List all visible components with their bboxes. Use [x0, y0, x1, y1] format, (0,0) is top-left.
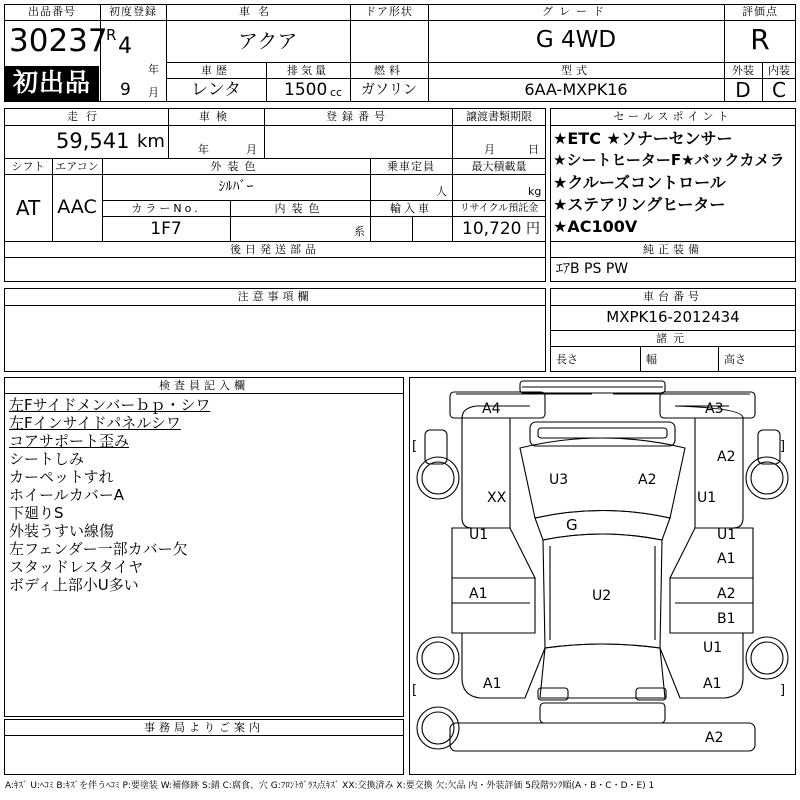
- notes-label: 注意事項欄: [237, 290, 313, 303]
- exterior-color: ｼﾙﾊﾞｰ: [218, 179, 254, 195]
- year-unit: 年: [148, 63, 160, 76]
- inspector-notes-list: [9, 396, 399, 594]
- damage-mark: A2: [638, 472, 657, 488]
- damage-mark: A1: [469, 586, 488, 602]
- mileage-label: 走行: [67, 110, 105, 123]
- ac-label: エアコン: [55, 160, 99, 173]
- shift: AT: [15, 196, 41, 220]
- fuel: ガソリン: [361, 82, 417, 98]
- month-unit: 月: [148, 86, 160, 99]
- mileage: 59,541: [56, 129, 130, 153]
- inspector-note: カーペットすれ: [9, 468, 114, 486]
- grade: G 4WD: [535, 27, 617, 53]
- max-load-label: 最大積載量: [471, 160, 527, 173]
- interior-grade: C: [772, 78, 786, 102]
- lot-number: 30237: [9, 23, 108, 59]
- inspector-note: 左Fインサイドパネルシワ: [9, 414, 181, 432]
- transfer-deadline-label: 譲渡書類期限: [466, 110, 532, 123]
- inspection-label: 車検: [199, 110, 233, 123]
- era-letter: R: [106, 26, 117, 44]
- score: R: [750, 23, 770, 56]
- damage-code-legend: A:ｷｽﾞ U:ﾍｺﾐ B:ｷｽﾞを伴うﾍｺﾐ P:要塗装 W:補修跡 S:錆 C:腐食、穴 G:ﾌﾛﾝﾄｶﾞﾗｽ点ｷｽﾞ XX:交換済み X:要交換 欠:欠品 内・外装評価 5段階ﾗﾝｸ順(A・B・C・D・E) 1: [5, 781, 655, 791]
- selling-point-item: ★クルーズコントロール: [553, 173, 726, 192]
- office-label: 事務局よりご案内: [144, 721, 264, 734]
- damage-mark: A1: [483, 676, 502, 692]
- inspector-note: スタッドレスタイヤ: [9, 558, 144, 576]
- capacity-label: 乗車定員: [387, 160, 435, 173]
- damage-mark: U2: [592, 588, 612, 604]
- shift-label: シフト: [11, 160, 45, 173]
- interior-color-unit: 系: [354, 225, 366, 238]
- damage-mark: A4: [482, 401, 501, 417]
- ac: AAC: [57, 196, 97, 218]
- damage-mark: A1: [717, 551, 736, 567]
- recycle-unit: 円: [526, 221, 540, 237]
- inspector-note: 下廻りS: [9, 504, 64, 522]
- history: レンタ: [191, 80, 241, 100]
- inspection-month-unit: 月: [246, 143, 258, 156]
- score-label: 評価点: [742, 5, 778, 18]
- car-damage-diagram: [410, 378, 795, 774]
- registration-month: 9: [120, 80, 131, 100]
- selling-point-item: ★シートヒーターF★バックカメラ: [553, 151, 785, 169]
- inspector-label: 検査員記入欄: [159, 379, 249, 392]
- bracket-mark: ]: [780, 683, 786, 698]
- selling-point-item: ★ETC ★ソナーセンサー: [553, 129, 733, 148]
- model-code: 6AA-MXPK16: [524, 80, 628, 99]
- era-year: 4: [118, 34, 132, 59]
- exterior-grade: D: [735, 78, 751, 102]
- fuel-label: 燃料: [374, 64, 404, 77]
- interior-color-label: 内装色: [274, 202, 326, 215]
- selling-points-label: セールスポイント: [613, 110, 733, 123]
- bracket-mark: ]: [780, 439, 786, 454]
- inspector-note: コアサポート歪み: [9, 432, 130, 450]
- car-name: アクア: [238, 29, 298, 53]
- recycle-value: 10,720: [462, 219, 522, 239]
- width-label: 幅: [646, 353, 657, 366]
- equipment-label: 純正装備: [643, 243, 703, 256]
- inspector-note: 外装うすい線傷: [9, 522, 115, 540]
- exterior-grade-label: 外装: [732, 64, 754, 77]
- interior-grade-label: 内装: [768, 64, 790, 77]
- history-label: 車歴: [201, 64, 231, 77]
- damage-mark: A2: [705, 730, 724, 746]
- color-number-label: カラーNo.: [131, 202, 201, 215]
- inspector-note: 左Fサイドメンバーｂｐ・シワ: [9, 396, 211, 414]
- chassis-number: MXPK16-2012434: [606, 308, 740, 326]
- inspector-note: シートしみ: [9, 450, 85, 468]
- bracket-mark: [: [412, 683, 418, 698]
- height-label: 高さ: [724, 353, 746, 366]
- damage-mark: XX: [487, 490, 507, 506]
- inspector-note: ボディ上部小U多い: [9, 576, 139, 594]
- recycle-label: リサイクル預託金: [459, 203, 539, 214]
- chassis-label: 車台番号: [643, 290, 703, 303]
- damage-mark: U1: [717, 527, 737, 543]
- inspector-note: 左フェンダー一部カバー欠: [9, 540, 188, 558]
- damage-mark: U1: [469, 527, 489, 543]
- door-label: ドア形状: [365, 5, 413, 18]
- inspection-year-unit: 年: [198, 143, 210, 156]
- dimensions-label: 諸元: [656, 332, 690, 345]
- first-listing-badge: 初出品: [5, 66, 99, 101]
- bracket-mark: [: [412, 439, 418, 454]
- model-label: 型式: [561, 64, 591, 77]
- equipment-value: ｴｱB PS PW: [556, 261, 629, 277]
- first-registration-label: 初度登録: [109, 5, 157, 18]
- length-label: 長さ: [556, 353, 578, 366]
- transfer-month-unit: 月: [484, 143, 496, 156]
- damage-mark: A2: [717, 449, 736, 465]
- selling-point-item: ★AC100V: [553, 217, 638, 236]
- damage-mark: A1: [703, 676, 722, 692]
- displacement: 1500: [284, 80, 328, 100]
- damage-mark: U1: [703, 640, 723, 656]
- inspector-note: ホイールカバーA: [9, 486, 124, 504]
- later-parts-label: 後日発送部品: [230, 243, 320, 256]
- plate-label: 登録番号: [326, 110, 390, 123]
- damage-mark: G: [566, 516, 578, 534]
- selling-point-item: ★ステアリングヒーター: [553, 195, 726, 214]
- damage-mark: U1: [697, 490, 717, 506]
- color-number: 1F7: [150, 219, 182, 239]
- exterior-color-label: 外装色: [210, 160, 262, 173]
- damage-mark: B1: [717, 611, 736, 627]
- transfer-day-unit: 日: [528, 143, 540, 156]
- displacement-label: 排気量: [287, 64, 329, 77]
- displacement-unit: cc: [330, 86, 343, 99]
- lot-label: 出品番号: [28, 5, 76, 18]
- car-name-label: 車名: [239, 5, 277, 18]
- import-label: 輸入車: [390, 202, 432, 215]
- damage-mark: U3: [549, 472, 569, 488]
- grade-label: グレード: [542, 5, 610, 18]
- capacity-unit: 人: [436, 185, 448, 198]
- damage-mark: A3: [705, 401, 724, 417]
- max-load-unit: kg: [528, 185, 542, 198]
- damage-mark: A2: [717, 586, 736, 602]
- mileage-unit: km: [137, 131, 165, 152]
